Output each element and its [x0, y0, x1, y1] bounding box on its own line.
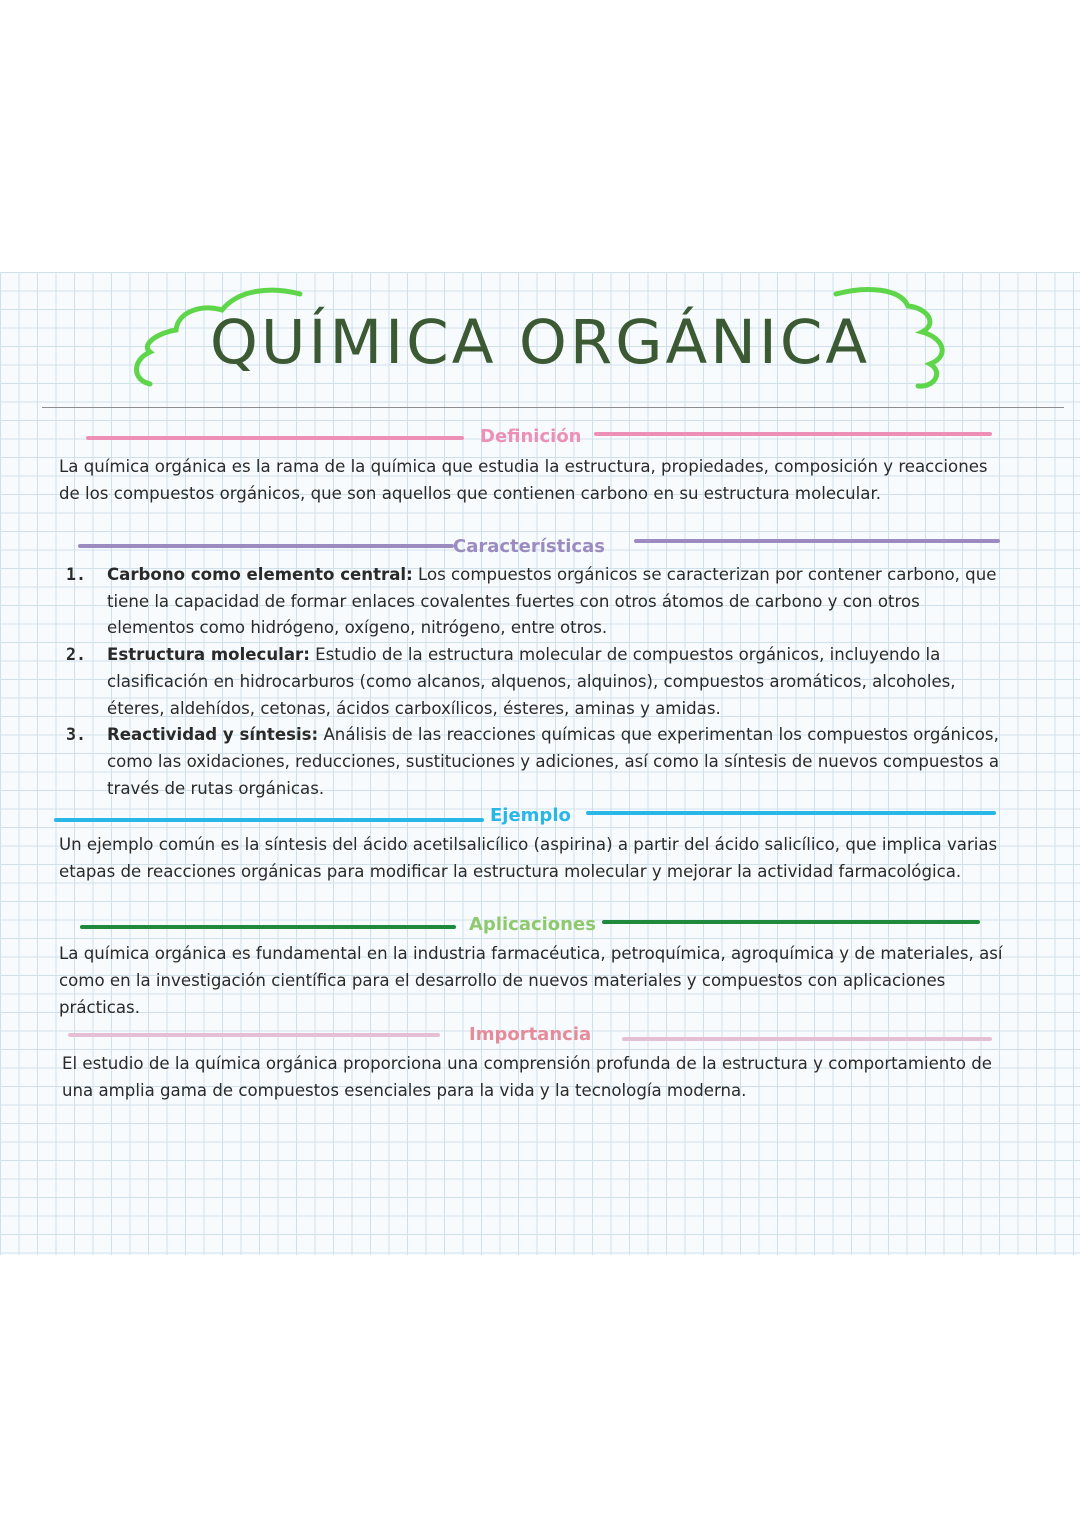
list-item-text: Estudio de la estructura molecular de compuestos orgánicos, incluyendo la clasificación en hidrocarburos (como alcanos, alquenos, alquinos), compuestos aromáticos, alcoholes, éteres, aldehídos, cetonas, ácidos carboxílicos, ésteres, aminas y amidas. — [107, 645, 956, 718]
list-item-number: 2. — [66, 645, 86, 665]
list-item-text: Los compuestos orgánicos se caracterizan por contener carbono, que tiene la capacidad de formar enlaces covalentes fuertes con otros átomos de carbono y con otros elementos como hidrógeno, oxígeno, nitrógeno, entre otros. — [107, 565, 997, 638]
divider-line-right — [586, 811, 996, 815]
divider-line-right — [602, 920, 980, 924]
title-banner — [0, 272, 1080, 402]
divider-line-left — [80, 925, 456, 929]
section-divider-importancia — [0, 1022, 1080, 1048]
section-heading-importancia: Importancia — [469, 1024, 592, 1045]
notebook-page — [0, 272, 1080, 1255]
section-heading-aplicaciones: Aplicaciones — [469, 914, 596, 935]
aplicaciones-text: La química orgánica es fundamental en la industria farmacéutica, petroquímica, agroquímica y de materiales, así como en la investigación científica para el desarrollo de nuevos materiales y compuestos con aplicaciones prácticas. — [59, 944, 1003, 1017]
section-divider-ejemplo — [0, 803, 1080, 829]
importancia-text: El estudio de la química orgánica proporciona una comprensión profunda de la estructura y comportamiento de una amplia gama de compuestos esenciales para la vida y la tecnología moderna. — [62, 1054, 993, 1100]
page-title: QUÍMICA ORGÁNICA — [209, 307, 871, 378]
list-item-term: Estructura molecular: — [107, 645, 310, 665]
list-item-number: 1. — [66, 565, 86, 584]
ejemplo-text: Un ejemplo común es la síntesis del ácido acetilsalicílico (aspirina) a partir del ácido salicílico, que implica varias etapas de reacciones orgánicas para modificar la estructura molecular y mejorar la actividad farmacológica. — [59, 835, 998, 881]
list-item — [62, 642, 1002, 722]
section-divider-aplicaciones — [0, 912, 1080, 938]
section-heading-definicion: Definición — [480, 426, 582, 447]
divider-line-right — [634, 539, 1000, 543]
divider-line-left — [54, 818, 484, 822]
list-item — [62, 562, 1002, 642]
list-item-term: Carbono como elemento central: — [107, 565, 413, 584]
divider-line-left — [86, 436, 464, 440]
definicion-text: La química orgánica es la rama de la química que estudia la estructura, propiedades, composición y reacciones de los compuestos orgánicos, que son aquellos que contienen carbono en su estructura molecular. — [59, 457, 988, 503]
section-divider-definicion — [0, 424, 1080, 450]
list-item-text: Análisis de las reacciones químicas que experimentan los compuestos orgánicos, como las oxidaciones, reducciones, sustituciones y adiciones, así como la síntesis de nuevos compuestos a través de rutas orgánicas. — [107, 725, 1000, 798]
list-item — [62, 722, 1002, 802]
list-item-term: Reactividad y síntesis: — [107, 725, 319, 745]
section-heading-caracteristicas: Características — [453, 536, 605, 557]
title-underline — [42, 407, 1064, 408]
divider-line-left — [68, 1033, 440, 1037]
divider-line-left — [78, 544, 454, 548]
section-heading-ejemplo: Ejemplo — [490, 805, 571, 826]
divider-line-right — [594, 432, 992, 436]
caracteristicas-list — [62, 562, 1002, 802]
divider-line-right — [622, 1037, 992, 1041]
section-divider-caracteristicas — [0, 534, 1080, 560]
list-item-number: 3. — [66, 725, 86, 745]
